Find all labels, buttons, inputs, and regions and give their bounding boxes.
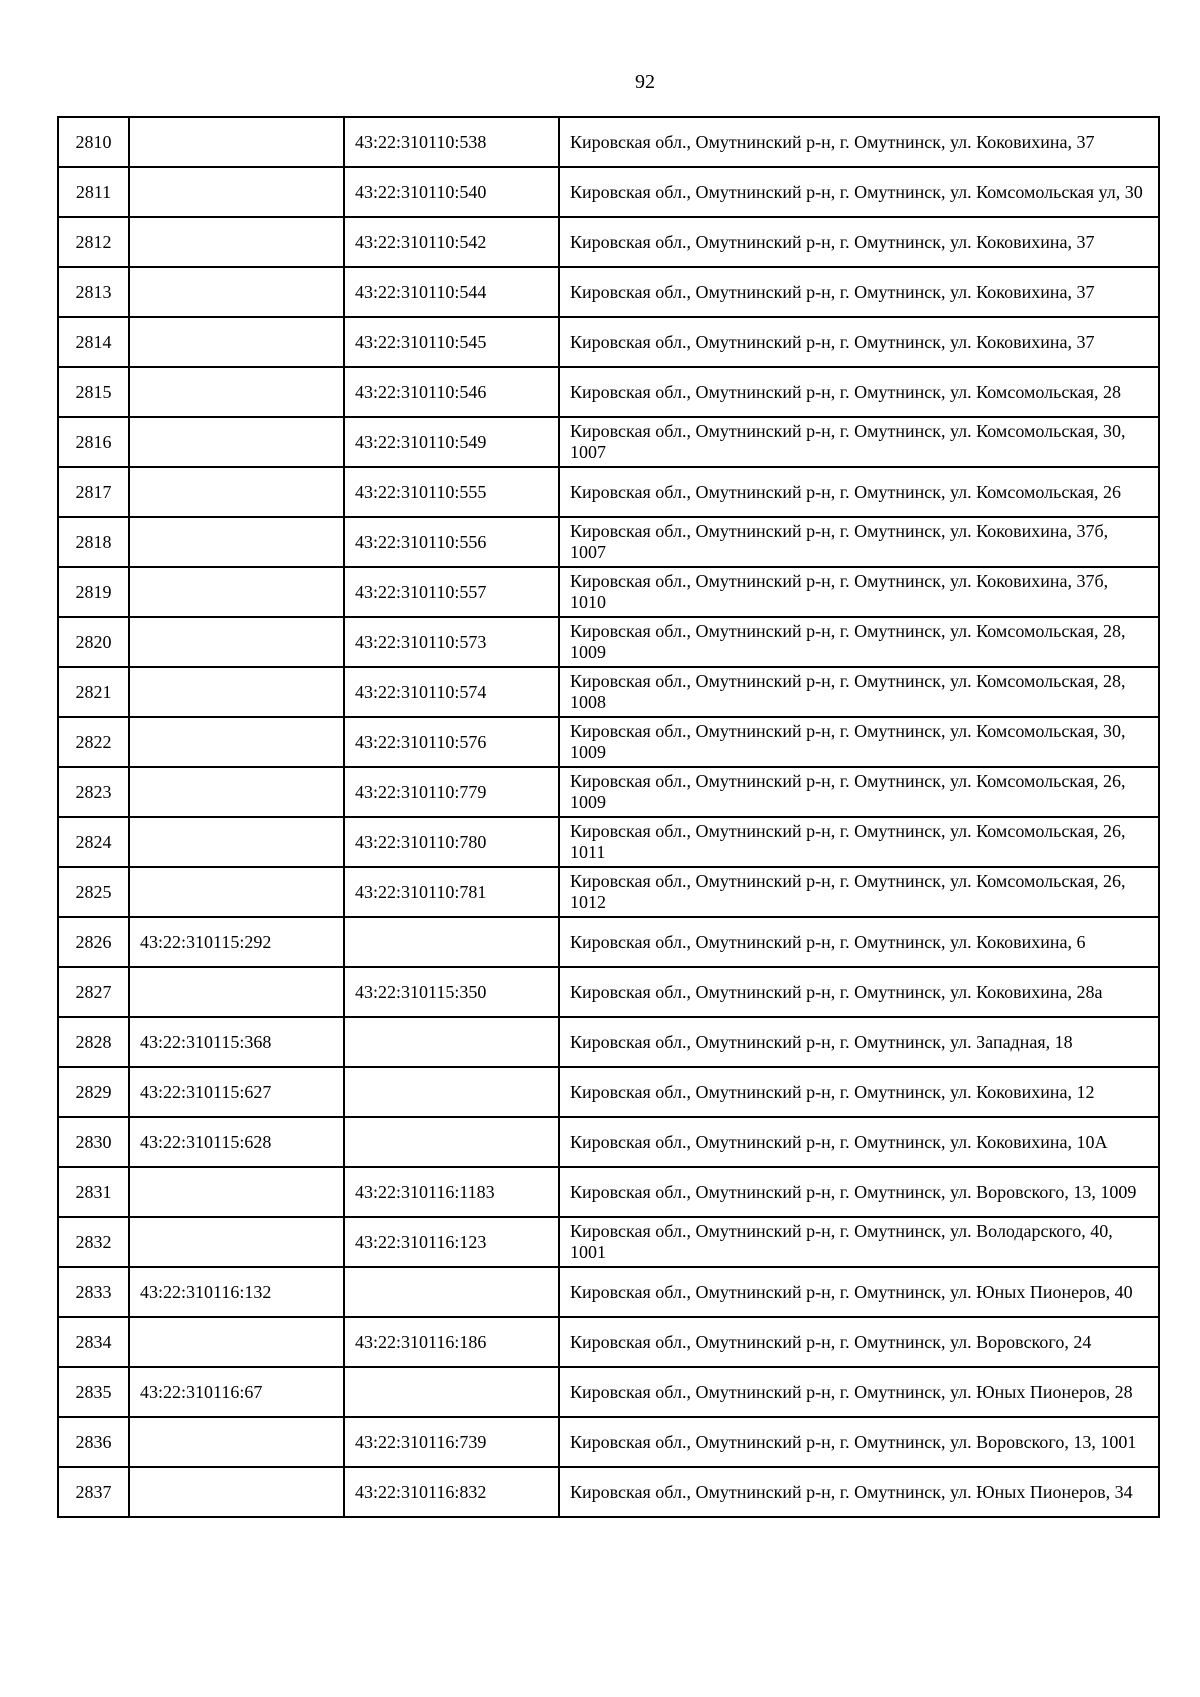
cadastral-number-cell xyxy=(129,1467,344,1517)
cadastral-number-cell xyxy=(129,167,344,217)
cadastral-number-cell xyxy=(129,617,344,667)
table-row xyxy=(58,917,1159,967)
cadastral-number-alt-cell: 43:22:310110:573 xyxy=(344,617,559,667)
cadastral-number-cell xyxy=(129,1167,344,1217)
cadastral-number-cell: 43:22:310115:292 xyxy=(129,917,344,967)
table-row xyxy=(58,267,1159,317)
cadastral-number-cell xyxy=(129,117,344,167)
address-cell: Кировская обл., Омутнинский р-н, г. Омутнинск, ул. Воровского, 13, 1009 xyxy=(559,1167,1159,1217)
cadastral-number-alt-cell: 43:22:310110:549 xyxy=(344,417,559,467)
row-number-cell: 2814 xyxy=(58,317,129,367)
row-number-cell: 2835 xyxy=(58,1367,129,1417)
table-row xyxy=(58,967,1159,1017)
address-cell: Кировская обл., Омутнинский р-н, г. Омутнинск, ул. Западная, 18 xyxy=(559,1017,1159,1067)
cadastral-number-cell xyxy=(129,317,344,367)
cadastral-number-cell xyxy=(129,417,344,467)
address-cell: Кировская обл., Омутнинский р-н, г. Омутнинск, ул. Юных Пионеров, 28 xyxy=(559,1367,1159,1417)
cadastral-number-alt-cell: 43:22:310116:832 xyxy=(344,1467,559,1517)
table-row xyxy=(58,1017,1159,1067)
cadastral-number-alt-cell: 43:22:310110:574 xyxy=(344,667,559,717)
row-number-cell: 2827 xyxy=(58,967,129,1017)
table-row xyxy=(58,167,1159,217)
cadastral-number-alt-cell: 43:22:310110:540 xyxy=(344,167,559,217)
cadastral-number-cell xyxy=(129,717,344,767)
address-cell: Кировская обл., Омутнинский р-н, г. Омутнинск, ул. Воровского, 13, 1001 xyxy=(559,1417,1159,1467)
row-number-cell: 2816 xyxy=(58,417,129,467)
cadastral-number-alt-cell xyxy=(344,1067,559,1117)
row-number-cell: 2829 xyxy=(58,1067,129,1117)
row-number-cell: 2819 xyxy=(58,567,129,617)
table-row xyxy=(58,367,1159,417)
table-row xyxy=(58,1417,1159,1467)
address-cell: Кировская обл., Омутнинский р-н, г. Омутнинск, ул. Комсомольская ул, 30 xyxy=(559,167,1159,217)
table-body xyxy=(58,117,1159,1517)
cadastral-number-alt-cell: 43:22:310110:545 xyxy=(344,317,559,367)
row-number-cell: 2823 xyxy=(58,767,129,817)
table-row xyxy=(58,117,1159,167)
cadastral-number-cell: 43:22:310115:368 xyxy=(129,1017,344,1067)
address-cell: Кировская обл., Омутнинский р-н, г. Омутнинск, ул. Коковихина, 12 xyxy=(559,1067,1159,1117)
cadastral-number-alt-cell: 43:22:310110:780 xyxy=(344,817,559,867)
cadastral-number-alt-cell: 43:22:310110:557 xyxy=(344,567,559,617)
cadastral-number-alt-cell: 43:22:310110:544 xyxy=(344,267,559,317)
cadastral-number-cell xyxy=(129,817,344,867)
table-row xyxy=(58,1467,1159,1517)
row-number-cell: 2833 xyxy=(58,1267,129,1317)
address-cell: Кировская обл., Омутнинский р-н, г. Омутнинск, ул. Володарского, 40, 1001 xyxy=(559,1217,1159,1267)
row-number-cell: 2837 xyxy=(58,1467,129,1517)
address-cell: Кировская обл., Омутнинский р-н, г. Омутнинск, ул. Юных Пионеров, 40 xyxy=(559,1267,1159,1317)
cadastral-number-alt-cell xyxy=(344,1367,559,1417)
table-row xyxy=(58,767,1159,817)
address-cell: Кировская обл., Омутнинский р-н, г. Омутнинск, ул. Комсомольская, 26 xyxy=(559,467,1159,517)
table-row xyxy=(58,1267,1159,1317)
cadastral-number-alt-cell: 43:22:310116:1183 xyxy=(344,1167,559,1217)
table-row xyxy=(58,667,1159,717)
address-cell: Кировская обл., Омутнинский р-н, г. Омутнинск, ул. Коковихина, 28а xyxy=(559,967,1159,1017)
table-row xyxy=(58,317,1159,367)
row-number-cell: 2825 xyxy=(58,867,129,917)
row-number-cell: 2820 xyxy=(58,617,129,667)
address-cell: Кировская обл., Омутнинский р-н, г. Омутнинск, ул. Комсомольская, 26, 1011 xyxy=(559,817,1159,867)
row-number-cell: 2812 xyxy=(58,217,129,267)
address-cell: Кировская обл., Омутнинский р-н, г. Омутнинск, ул. Коковихина, 10А xyxy=(559,1117,1159,1167)
cadastral-number-alt-cell xyxy=(344,1267,559,1317)
row-number-cell: 2818 xyxy=(58,517,129,567)
address-cell: Кировская обл., Омутнинский р-н, г. Омутнинск, ул. Коковихина, 37б, 1010 xyxy=(559,567,1159,617)
table-row xyxy=(58,1317,1159,1367)
address-cell: Кировская обл., Омутнинский р-н, г. Омутнинск, ул. Комсомольская, 28, 1009 xyxy=(559,617,1159,667)
cadastral-number-alt-cell: 43:22:310110:538 xyxy=(344,117,559,167)
cadastral-number-cell xyxy=(129,667,344,717)
address-cell: Кировская обл., Омутнинский р-н, г. Омутнинск, ул. Комсомольская, 30, 1007 xyxy=(559,417,1159,467)
table-row xyxy=(58,1167,1159,1217)
row-number-cell: 2826 xyxy=(58,917,129,967)
table-row xyxy=(58,517,1159,567)
address-cell: Кировская обл., Омутнинский р-н, г. Омутнинск, ул. Юных Пионеров, 34 xyxy=(559,1467,1159,1517)
cadastral-number-alt-cell: 43:22:310115:350 xyxy=(344,967,559,1017)
table-row xyxy=(58,867,1159,917)
row-number-cell: 2831 xyxy=(58,1167,129,1217)
row-number-cell: 2832 xyxy=(58,1217,129,1267)
table-row xyxy=(58,817,1159,867)
cadastral-number-cell: 43:22:310116:67 xyxy=(129,1367,344,1417)
table-row xyxy=(58,217,1159,267)
cadastral-number-alt-cell: 43:22:310110:576 xyxy=(344,717,559,767)
address-cell: Кировская обл., Омутнинский р-н, г. Омутнинск, ул. Комсомольская, 28 xyxy=(559,367,1159,417)
address-cell: Кировская обл., Омутнинский р-н, г. Омутнинск, ул. Комсомольская, 26, 1009 xyxy=(559,767,1159,817)
cadastral-number-cell xyxy=(129,1417,344,1467)
cadastral-number-cell: 43:22:310116:132 xyxy=(129,1267,344,1317)
row-number-cell: 2821 xyxy=(58,667,129,717)
row-number-cell: 2813 xyxy=(58,267,129,317)
address-cell: Кировская обл., Омутнинский р-н, г. Омутнинск, ул. Коковихина, 37 xyxy=(559,117,1159,167)
table-row xyxy=(58,417,1159,467)
cadastral-number-cell xyxy=(129,517,344,567)
table-row xyxy=(58,1117,1159,1167)
cadastral-number-cell: 43:22:310115:627 xyxy=(129,1067,344,1117)
cadastral-number-alt-cell: 43:22:310110:781 xyxy=(344,867,559,917)
table-row xyxy=(58,1217,1159,1267)
cadastral-number-cell: 43:22:310115:628 xyxy=(129,1117,344,1167)
cadastral-number-alt-cell: 43:22:310116:186 xyxy=(344,1317,559,1367)
cadastral-number-alt-cell xyxy=(344,917,559,967)
cadastral-number-cell xyxy=(129,867,344,917)
address-cell: Кировская обл., Омутнинский р-н, г. Омутнинск, ул. Коковихина, 6 xyxy=(559,917,1159,967)
cadastral-number-cell xyxy=(129,967,344,1017)
table-row xyxy=(58,467,1159,517)
cadastral-number-cell xyxy=(129,1217,344,1267)
address-cell: Кировская обл., Омутнинский р-н, г. Омутнинск, ул. Коковихина, 37б, 1007 xyxy=(559,517,1159,567)
row-number-cell: 2830 xyxy=(58,1117,129,1167)
row-number-cell: 2815 xyxy=(58,367,129,417)
cadastral-number-alt-cell: 43:22:310116:123 xyxy=(344,1217,559,1267)
address-cell: Кировская обл., Омутнинский р-н, г. Омутнинск, ул. Коковихина, 37 xyxy=(559,217,1159,267)
row-number-cell: 2834 xyxy=(58,1317,129,1367)
cadastral-number-alt-cell: 43:22:310110:779 xyxy=(344,767,559,817)
address-cell: Кировская обл., Омутнинский р-н, г. Омутнинск, ул. Воровского, 24 xyxy=(559,1317,1159,1367)
registry-table xyxy=(57,116,1160,1518)
cadastral-number-alt-cell: 43:22:310110:546 xyxy=(344,367,559,417)
table-row xyxy=(58,717,1159,767)
cadastral-number-alt-cell xyxy=(344,1017,559,1067)
cadastral-number-cell xyxy=(129,767,344,817)
row-number-cell: 2828 xyxy=(58,1017,129,1067)
cadastral-number-alt-cell: 43:22:310110:556 xyxy=(344,517,559,567)
cadastral-number-alt-cell: 43:22:310110:542 xyxy=(344,217,559,267)
table-row xyxy=(58,1367,1159,1417)
row-number-cell: 2836 xyxy=(58,1417,129,1467)
table-row xyxy=(58,1067,1159,1117)
cadastral-number-cell xyxy=(129,467,344,517)
address-cell: Кировская обл., Омутнинский р-н, г. Омутнинск, ул. Коковихина, 37 xyxy=(559,267,1159,317)
address-cell: Кировская обл., Омутнинский р-н, г. Омутнинск, ул. Коковихина, 37 xyxy=(559,317,1159,367)
cadastral-number-cell xyxy=(129,367,344,417)
cadastral-number-cell xyxy=(129,1317,344,1367)
cadastral-number-cell xyxy=(129,567,344,617)
row-number-cell: 2817 xyxy=(58,467,129,517)
address-cell: Кировская обл., Омутнинский р-н, г. Омутнинск, ул. Комсомольская, 28, 1008 xyxy=(559,667,1159,717)
cadastral-number-alt-cell: 43:22:310110:555 xyxy=(344,467,559,517)
address-cell: Кировская обл., Омутнинский р-н, г. Омутнинск, ул. Комсомольская, 30, 1009 xyxy=(559,717,1159,767)
row-number-cell: 2810 xyxy=(58,117,129,167)
cadastral-number-cell xyxy=(129,217,344,267)
cadastral-number-alt-cell xyxy=(344,1117,559,1167)
row-number-cell: 2822 xyxy=(58,717,129,767)
row-number-cell: 2824 xyxy=(58,817,129,867)
address-cell: Кировская обл., Омутнинский р-н, г. Омутнинск, ул. Комсомольская, 26, 1012 xyxy=(559,867,1159,917)
row-number-cell: 2811 xyxy=(58,167,129,217)
table-row xyxy=(58,567,1159,617)
cadastral-number-alt-cell: 43:22:310116:739 xyxy=(344,1417,559,1467)
cadastral-number-cell xyxy=(129,267,344,317)
page-number: 92 xyxy=(635,71,655,93)
table-row xyxy=(58,617,1159,667)
